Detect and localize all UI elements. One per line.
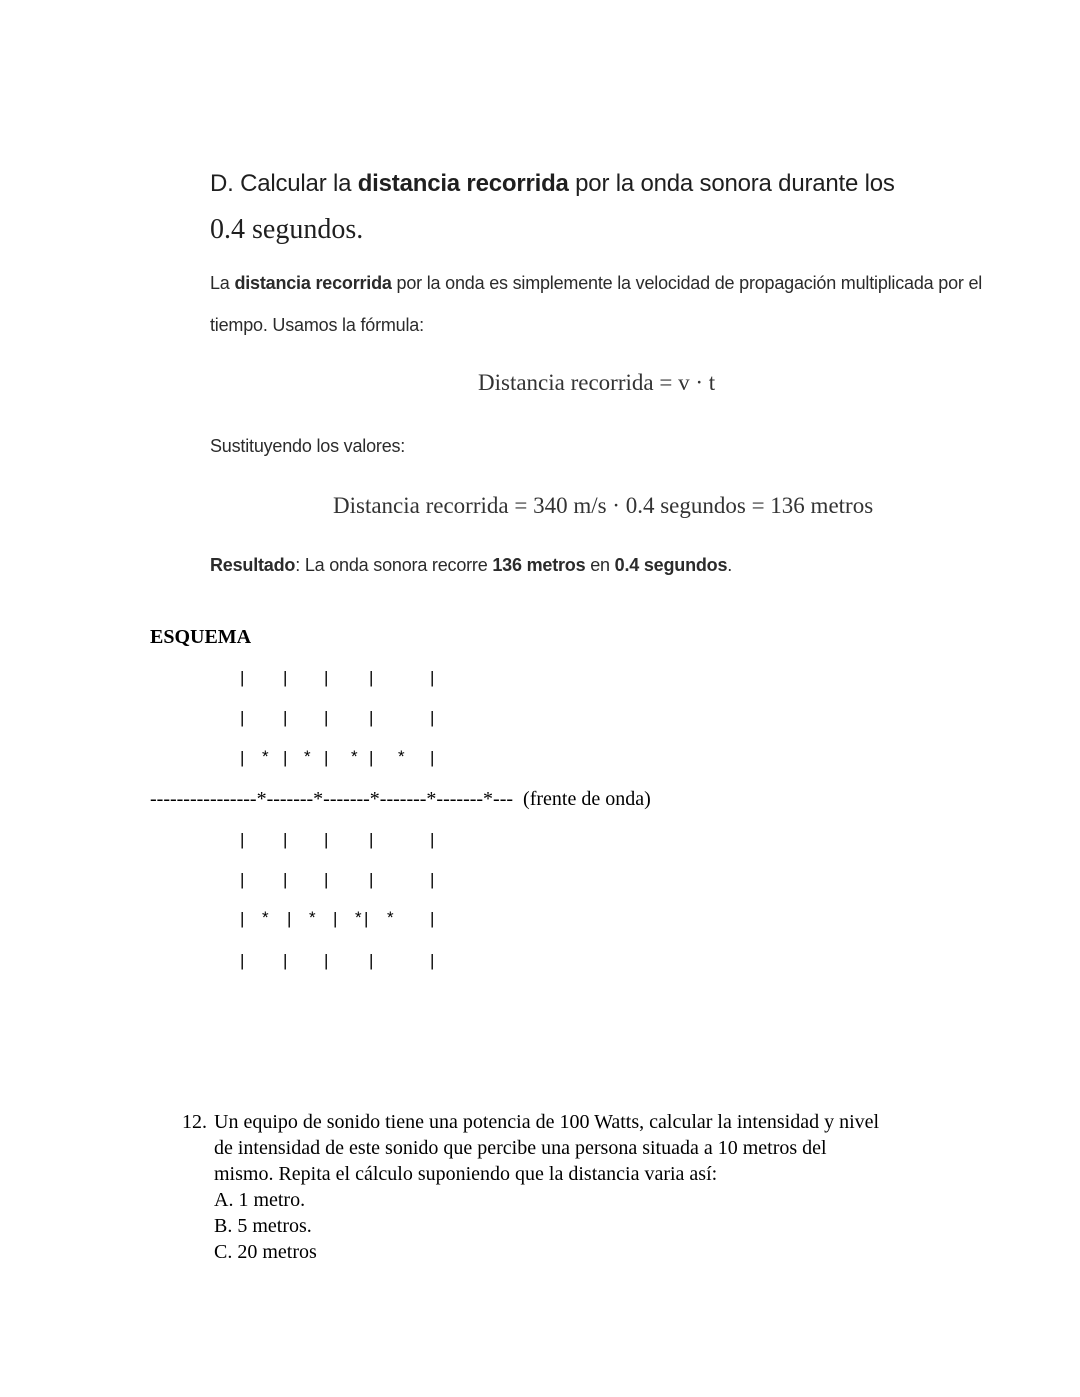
schema-bar: | — [369, 668, 374, 687]
explanation-paragraph-line2: tiempo. Usamos la fórmula: — [210, 315, 424, 335]
schema-bar: | — [324, 708, 329, 727]
schema-bar: | — [369, 830, 374, 849]
schema-star: * — [351, 747, 358, 766]
schema-star: * — [309, 908, 316, 927]
schema-bar: | — [364, 909, 369, 928]
result-label: Resultado — [210, 555, 296, 575]
schema-bar: | — [283, 830, 288, 849]
schema-bar: | — [324, 748, 329, 767]
problem-line3: mismo. Repita el cálculo suponiendo que la distancia varia así: — [214, 1163, 718, 1185]
schema-bar: | — [430, 870, 435, 889]
formula2-rhs: = 340 m/s · 0.4 segundos = 136 metros — [508, 493, 874, 518]
schema-bar: | — [283, 951, 288, 970]
formula1-label: Distancia recorrida — [478, 370, 654, 395]
schema-star: * — [387, 908, 394, 927]
schema-bar: | — [369, 870, 374, 889]
schema-star: * — [262, 747, 269, 766]
schema-star: * — [355, 908, 362, 927]
schema-bar: | — [240, 708, 245, 727]
result-end: . — [727, 555, 733, 575]
wave-front-line — [150, 788, 651, 811]
wave-front-dashes: ----------------*-------*-------*-------*-------*--- — [150, 788, 514, 810]
schema-bar: | — [324, 870, 329, 889]
schema-bar: | — [283, 748, 288, 767]
formula-substituted — [333, 493, 873, 519]
esquema-title: ESQUEMA — [150, 626, 252, 648]
schema-bar: | — [369, 951, 374, 970]
heading-bold: distancia recorrida — [357, 170, 569, 197]
section-d-heading-line2: 0.4 segundos. — [210, 214, 364, 245]
option-b: B. 5 metros. — [214, 1215, 312, 1237]
schema-bar: | — [369, 748, 374, 767]
result-line — [210, 555, 732, 576]
schema-bar: | — [430, 909, 435, 928]
schema-bar: | — [430, 748, 435, 767]
schema-bar: | — [240, 909, 245, 928]
wave-front-label: (frente de onda) — [523, 788, 651, 810]
schema-bar: | — [324, 668, 329, 687]
schema-bar: | — [283, 870, 288, 889]
result-text: : La onda sonora recorre — [295, 555, 493, 575]
schema-bar: | — [430, 668, 435, 687]
schema-bar: | — [240, 830, 245, 849]
schema-star: * — [304, 747, 311, 766]
para-bold: distancia recorrida — [234, 273, 392, 293]
formula-distance — [478, 370, 715, 396]
schema-bar: | — [240, 870, 245, 889]
schema-bar: | — [283, 668, 288, 687]
para-suffix: por la onda es simplemente la velocidad de propagación multiplicada por el — [391, 273, 983, 293]
schema-bar: | — [283, 708, 288, 727]
schema-bar: | — [369, 708, 374, 727]
heading-suffix: por la onda sonora durante los — [568, 170, 895, 197]
schema-bar: | — [240, 748, 245, 767]
schema-star: * — [262, 908, 269, 927]
option-c: C. 20 metros — [214, 1241, 317, 1263]
section-d-heading — [210, 170, 895, 198]
substitution-text: Sustituyendo los valores: — [210, 436, 406, 456]
schema-bar: | — [430, 830, 435, 849]
schema-bar: | — [287, 909, 292, 928]
schema-bar: | — [240, 668, 245, 687]
schema-star: * — [398, 747, 405, 766]
explanation-paragraph-line1 — [210, 273, 982, 294]
option-a: A. 1 metro. — [214, 1189, 306, 1211]
schema-bar: | — [324, 951, 329, 970]
schema-bar: | — [240, 951, 245, 970]
formula1-rhs: = v · t — [653, 370, 716, 395]
result-time: 0.4 segundos — [614, 555, 728, 575]
para-prefix: La — [210, 273, 235, 293]
schema-bar: | — [430, 708, 435, 727]
result-distance: 136 metros — [492, 555, 586, 575]
schema-bar: | — [333, 909, 338, 928]
problem-line1: Un equipo de sonido tiene una potencia de 100 Watts, calcular la intensidad y nivel — [214, 1111, 880, 1133]
result-mid: en — [585, 555, 615, 575]
schema-bar: | — [430, 951, 435, 970]
problem-line2: de intensidad de este sonido que percibe una persona situada a 10 metros del — [214, 1137, 827, 1159]
heading-prefix: D. Calcular la — [210, 170, 358, 197]
problem-number: 12. — [182, 1111, 207, 1133]
schema-bar: | — [324, 830, 329, 849]
formula2-label: Distancia recorrida — [333, 493, 509, 518]
